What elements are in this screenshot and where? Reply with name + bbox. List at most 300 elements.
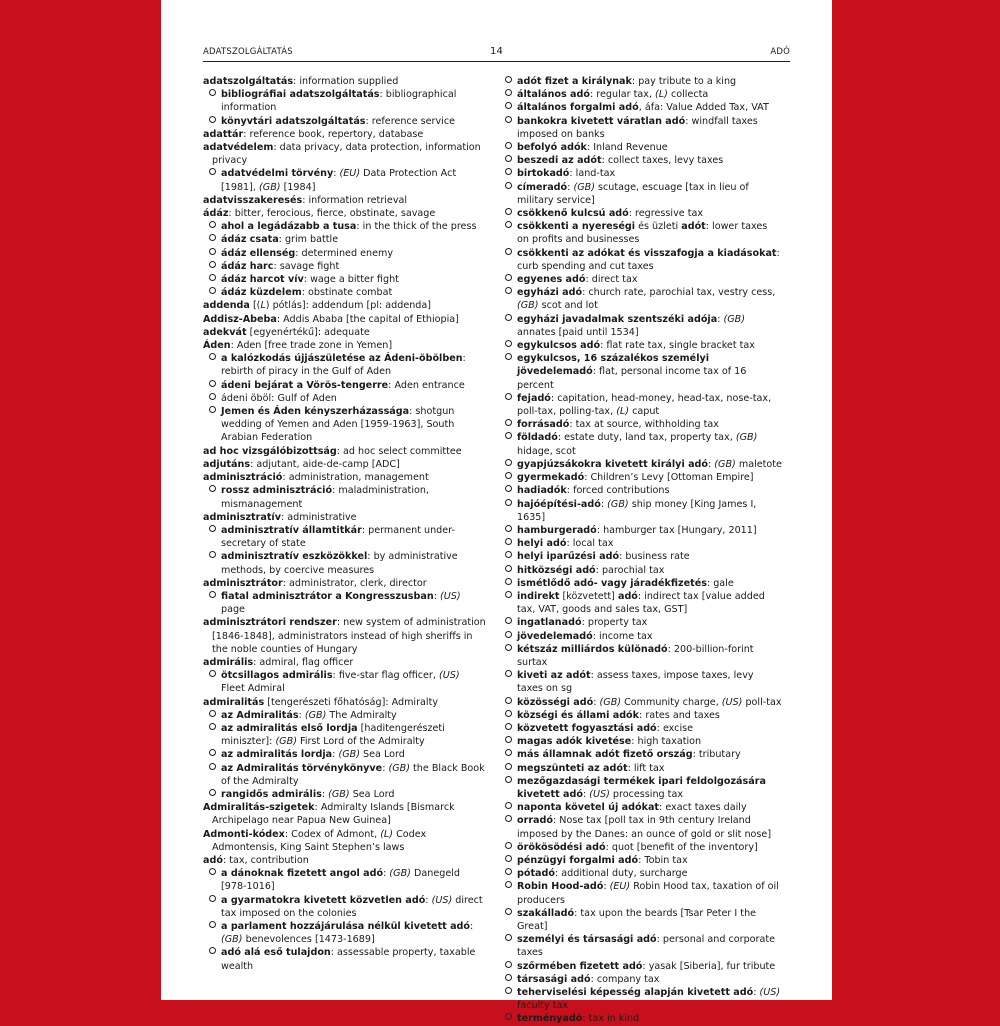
sub-entry (499, 643, 782, 669)
entry-term: közvetett fogyasztási adó (517, 722, 657, 734)
entry-term: teherviselési képesség alapján kivetett adó (517, 987, 754, 999)
right-column (499, 75, 782, 1026)
sub-entry (499, 960, 782, 973)
sub-entry (499, 167, 782, 180)
entry-term: adatvédelem (203, 142, 274, 154)
entry-text: : indirect tax [value added tax, VAT, goods and sales tax, GST] (517, 590, 765, 616)
bullet-circle-icon (209, 895, 216, 902)
sub-entry (499, 854, 782, 867)
sub-entry (499, 339, 782, 352)
entry-text: [haditengerészeti miniszter]: (221, 722, 445, 748)
usage-label: (GB) (723, 313, 745, 325)
entry-term: hamburgeradó (517, 524, 597, 536)
usage-label: L (260, 300, 266, 312)
bullet-circle-icon (505, 340, 512, 347)
left-column (203, 75, 486, 973)
entry-term: Admonti-kódex (203, 828, 285, 840)
entry-term: pénzügyi forgalmi adó (517, 854, 639, 866)
entry-term: csökkenti az adókat és visszafogja a kiadásokat (517, 247, 777, 259)
sub-entry (499, 696, 782, 709)
bullet-circle-icon (505, 881, 512, 888)
usage-label: (L) (655, 89, 668, 101)
entry-term: ingatlanadó (517, 617, 582, 629)
entry-text: scutage, escuage [tax in lieu of military service] (517, 181, 749, 206)
headword-entry (203, 313, 486, 326)
bullet-circle-icon (505, 432, 512, 439)
entry-text: [( (249, 300, 261, 312)
sub-entry (203, 220, 486, 233)
sub-entry (499, 273, 782, 286)
entry-text: : windfall taxes imposed on banks (517, 115, 758, 140)
usage-label: (US) (439, 590, 461, 602)
bullet-circle-icon (505, 102, 512, 109)
usage-label: (EU) (339, 168, 361, 180)
entry-text: : five-star flag officer, (332, 670, 439, 682)
bullet-circle-icon (209, 921, 216, 928)
sub-entry (499, 392, 782, 418)
sub-entry (499, 352, 782, 392)
entry-term: kétszáz milliárdos különadó (517, 643, 668, 655)
sub-entry (499, 775, 782, 801)
usage-label: (EU) (609, 881, 631, 893)
usage-label: (L) (616, 406, 630, 418)
entry-text: ádeni öböl: Gulf of Aden (221, 392, 337, 404)
bullet-circle-icon (505, 815, 512, 822)
entry-text: : (567, 181, 574, 193)
sub-entry (499, 735, 782, 748)
entry-term: adó (203, 854, 223, 866)
entry-text: hidage, scot (517, 445, 576, 457)
entry-text: Robin Hood tax, taxation of oil producers (517, 881, 779, 906)
entry-text: : adjutant, aide-de-camp [ADC] (250, 458, 400, 470)
bullet-circle-icon (209, 710, 216, 717)
bullet-circle-icon (209, 261, 216, 268)
entry-text: : (333, 168, 340, 180)
sub-entry (499, 471, 782, 484)
entry-term: az admiralitás első lordja (221, 722, 358, 734)
bullet-circle-icon (505, 538, 512, 545)
entry-text: ship money [King James I, 1635] (517, 498, 757, 523)
bullet-circle-icon (505, 763, 512, 770)
entry-term: adminisztráció (203, 472, 283, 484)
sub-entry (203, 247, 486, 260)
usage-label: (GB) (328, 788, 350, 800)
entry-text: : 200-billion-forint surtax (517, 643, 754, 668)
bullet-circle-icon (209, 393, 216, 400)
entry-term: adminisztratív eszközökkel (221, 551, 368, 563)
entry-text: : Tobin tax (638, 854, 688, 866)
entry-term: rangidős admirális (221, 788, 322, 800)
entry-text: [egyenértékű]: adequate (246, 326, 370, 338)
entry-text: Fleet Admiral (221, 683, 285, 695)
entry-text: benevolences [1473-1689] (242, 934, 375, 946)
bullet-circle-icon (505, 314, 512, 321)
running-head-right: ADÓ (770, 47, 790, 57)
bullet-circle-icon (505, 499, 512, 506)
entry-text: : Inland Revenue (586, 142, 668, 154)
sub-entry (499, 537, 782, 550)
entry-text: : additional duty, surcharge (554, 868, 688, 880)
usage-label: (US) (589, 788, 610, 800)
sub-entry (203, 709, 486, 722)
headword-entry (203, 458, 486, 471)
entry-term: közösségi adó (517, 696, 594, 708)
entry-text: : curb spending and cut taxes (517, 247, 780, 272)
entry-text: : yasak [Siberia], fur tribute (642, 960, 776, 972)
entry-term: naponta követel új adókat (517, 802, 660, 814)
usage-label: (GB) (573, 181, 595, 193)
headword-entry (203, 141, 486, 167)
entry-term: helyi iparűzési adó (517, 551, 620, 563)
entry-text: First Lord of the Admiralty (296, 736, 425, 748)
bullet-circle-icon (505, 168, 512, 175)
entry-text: poll-tax (742, 696, 782, 708)
entry-text: : permanent under-secretary of state (221, 524, 455, 550)
entry-text: : (593, 696, 600, 708)
entry-term: orradó (517, 815, 553, 827)
entry-text: The Admiralty (326, 709, 397, 721)
headword-entry (203, 577, 486, 590)
entry-term: adót fizet a királynak (517, 76, 632, 87)
headword-entry (203, 696, 486, 709)
sub-entry (499, 181, 782, 207)
entry-term: egyenes adó (517, 274, 586, 286)
sub-entry (203, 788, 486, 801)
headword-entry (203, 194, 486, 207)
entry-term: egyházi adó (517, 287, 583, 299)
headword-entry (203, 801, 486, 827)
sub-entry (499, 247, 782, 273)
entry-text: : Addis Ababa [the capital of Ethiopia] (276, 313, 459, 325)
entry-term: admirális (203, 656, 254, 668)
usage-label: (GB) (221, 934, 243, 946)
bullet-circle-icon (505, 182, 512, 189)
bullet-circle-icon (505, 393, 512, 400)
sub-entry (499, 841, 782, 854)
bullet-circle-icon (209, 248, 216, 255)
entry-term: birtokadó (517, 168, 570, 180)
bullet-circle-icon (209, 551, 216, 558)
entry-term: egyházi javadalmak szentszéki adója (517, 313, 718, 325)
bullet-circle-icon (209, 789, 216, 796)
sub-entry (203, 669, 486, 695)
entry-term: ismétlődő adó- vagy járadékfizetés (517, 577, 707, 589)
bullet-circle-icon (505, 1013, 512, 1020)
entry-term: adminisztratív államtitkár (221, 524, 362, 536)
headword-entry (203, 616, 486, 656)
entry-term: ötcsillagos admirális (221, 670, 333, 682)
bullet-circle-icon (505, 842, 512, 849)
entry-text: : collect taxes, levy taxes (601, 155, 724, 167)
entry-text: : property tax (581, 617, 648, 629)
entry-term: hadiadók (517, 485, 567, 497)
entry-text: [1984] (280, 181, 316, 193)
bullet-circle-icon (209, 353, 216, 360)
entry-term: beszedi az adót (517, 155, 602, 167)
bullet-circle-icon (505, 287, 512, 294)
bullet-circle-icon (505, 697, 512, 704)
sub-entry (203, 233, 486, 246)
sub-entry (203, 405, 486, 445)
entry-term: adminisztrátor (203, 577, 283, 589)
usage-label: (GB) (275, 736, 297, 748)
entry-text: Community charge, (621, 696, 722, 708)
bullet-circle-icon (505, 419, 512, 426)
sub-entry (203, 920, 486, 946)
entry-text: Danegeld [978-1016] (221, 868, 460, 893)
entry-term: mezőgazdasági termékek ipari feldolgozására kivetett adó (517, 775, 766, 800)
bullet-circle-icon (505, 723, 512, 730)
bullet-circle-icon (505, 116, 512, 123)
entry-text: Sea Lord (349, 788, 395, 800)
entry-term: társasági adó (517, 973, 591, 985)
entry-text: : (321, 788, 329, 800)
bullet-circle-icon (505, 908, 512, 915)
usage-label: (GB) (714, 458, 736, 470)
entry-text: : parochial tax (595, 564, 665, 576)
entry-text: : maladministration, mismanagement (221, 485, 429, 510)
entry-term: földadó (517, 432, 558, 444)
entry-term: adminisztratív (203, 511, 281, 523)
entry-text: : information supplied (293, 76, 399, 87)
entry-term: személyi és társasági adó (517, 934, 657, 946)
sub-entry (499, 498, 782, 524)
entry-text: : Codex of Admont, (284, 828, 381, 840)
entry-text: ) pótlás]: addendum [pl: addenda] (265, 300, 432, 312)
bullet-circle-icon (505, 749, 512, 756)
entry-term: az Admiralitás (221, 709, 299, 721)
sub-entry (499, 564, 782, 577)
sub-entry (203, 167, 486, 193)
entry-text: : (383, 868, 390, 880)
entry-text: : (600, 498, 608, 510)
entry-text: : reference service (365, 115, 456, 127)
sub-entry (499, 524, 782, 537)
entry-text: : tax at source, withholding tax (569, 419, 719, 431)
entry-term: bankokra kivetett váratlan adó (517, 115, 686, 127)
bullet-circle-icon (209, 591, 216, 598)
bullet-circle-icon (505, 855, 512, 862)
entry-text: : lower taxes on profits and businesses (517, 221, 768, 246)
bullet-circle-icon (209, 525, 216, 532)
entry-term: magas adók kivetése (517, 736, 632, 748)
entry-text: the Black Book of the Admiralty (221, 762, 485, 787)
sub-entry (499, 748, 782, 761)
bullet-circle-icon (505, 631, 512, 638)
entry-text: : information retrieval (302, 194, 408, 206)
entry-term: a gyarmatokra kivetett közvetlen adó (221, 894, 426, 906)
usage-label: (US) (721, 696, 743, 708)
entry-text: : admiral, flag officer (253, 656, 354, 668)
bullet-circle-icon (505, 987, 512, 994)
usage-label: (GB) (259, 181, 281, 193)
entry-text: : local tax (566, 538, 614, 550)
entry-term: megszünteti az adót (517, 762, 628, 774)
entry-text: : tax, contribution (222, 854, 309, 866)
entry-text: : (717, 313, 724, 325)
bullet-circle-icon (505, 485, 512, 492)
sub-entry (499, 1012, 782, 1025)
entry-text: : pay tribute to a king (631, 76, 737, 87)
entry-text: : (603, 881, 610, 893)
headword-entry (203, 445, 486, 458)
sub-entry (499, 669, 782, 695)
entry-text: : land-tax (569, 168, 616, 180)
entry-term: admiralitás (203, 696, 265, 708)
sub-entry (203, 273, 486, 286)
entry-term: Addisz-Abeba (203, 313, 277, 325)
entry-text: : regular tax, (590, 89, 656, 101)
entry-text: : hamburger tax [Hungary, 2011] (596, 524, 757, 536)
headword-entry (203, 326, 486, 339)
bullet-circle-icon (505, 551, 512, 558)
entry-text: : savage fight (273, 260, 340, 272)
entry-text: : in the thick of the press (356, 221, 477, 233)
entry-term: helyi adó (517, 538, 567, 550)
usage-label: (GB) (338, 749, 360, 761)
bullet-circle-icon (209, 868, 216, 875)
entry-text: Sea Lord (359, 749, 405, 761)
entry-text: : capitation, head-money, head-tax, nose-tax, poll-tax, polling-tax, (517, 392, 772, 418)
entry-text: direct tax imposed on the colonies (221, 894, 483, 919)
entry-term: befolyó adók (517, 142, 587, 154)
entry-text: : church rate, parochial tax, vestry cess, (582, 287, 776, 299)
entry-term: a parlament hozzájárulása nélkül kivetett adó (221, 921, 471, 932)
entry-term: gyapjúzsákokra kivetett királyi adó (517, 458, 708, 470)
entry-text: : company tax (590, 973, 660, 985)
usage-label: (US) (759, 987, 781, 999)
entry-text: : estate duty, land tax, property tax, (557, 432, 736, 444)
bullet-circle-icon (505, 736, 512, 743)
entry-text: : excise (656, 722, 694, 734)
usage-label: (GB) (599, 696, 622, 708)
headword-entry (203, 854, 486, 867)
entry-term: az Admiralitás törvénykönyve (221, 762, 383, 774)
entry-term: adó (617, 590, 638, 602)
entry-term: addenda (203, 300, 250, 312)
usage-label: (GB) (735, 432, 758, 444)
entry-text: : (332, 749, 339, 761)
bullet-circle-icon (209, 749, 216, 756)
entry-text: [közvetett] (559, 590, 618, 602)
entry-term: kiveti az adót (517, 670, 591, 682)
bullet-circle-icon (505, 155, 512, 162)
entry-text: : administrative (280, 511, 357, 523)
bullet-circle-icon (505, 353, 512, 360)
entry-text: : administrator, clerk, director (282, 577, 427, 589)
bullet-circle-icon (505, 710, 512, 717)
sub-entry (203, 550, 486, 576)
entry-term: adatvisszakeresés (203, 194, 303, 206)
headword-entry (203, 128, 486, 141)
bullet-circle-icon (505, 208, 512, 215)
entry-text: faculty tax (517, 1000, 569, 1012)
sub-entry (499, 75, 782, 88)
entry-text: : (298, 709, 305, 721)
bullet-circle-icon (505, 617, 512, 624)
headword-entry (203, 299, 486, 312)
entry-text: : tax in kind (582, 1013, 640, 1025)
entry-text: : Children’s Levy [Ottoman Empire] (584, 472, 754, 484)
sub-entry (499, 141, 782, 154)
sub-entry (203, 88, 486, 114)
entry-term: adattár (203, 128, 244, 140)
entry-term: általános adó (517, 89, 590, 101)
sub-entry (203, 867, 486, 893)
usage-label: (L) (380, 828, 394, 840)
entry-term: terményadó (517, 1013, 583, 1025)
entry-text: : tax upon the beards [Tsar Peter I the Great] (517, 907, 757, 932)
entry-term: ádáz ellenség (221, 247, 296, 259)
usage-label: (GB) (388, 762, 410, 774)
bullet-circle-icon (209, 723, 216, 730)
bullet-circle-icon (209, 234, 216, 241)
sub-entry (499, 220, 782, 246)
entry-term: ádáz harcot vív (221, 274, 304, 286)
entry-text: : obstinate combat (301, 287, 393, 299)
entry-text: : assess taxes, impose taxes, levy taxes on sg (517, 670, 754, 695)
entry-text: : gale (706, 577, 734, 589)
entry-term: gyermekadó (517, 472, 585, 484)
entry-text: : shotgun wedding of Yemen and Aden [1959-1963], South Arabian Federation (221, 406, 455, 444)
bullet-circle-icon (505, 472, 512, 479)
entry-term: Robin Hood-adó (517, 881, 604, 893)
entry-text: : bitter, ferocious, fierce, obstinate, savage (228, 208, 436, 220)
sub-entry (499, 590, 782, 616)
entry-term: ádeni bejárat a Vörös-tengerre (221, 379, 389, 391)
entry-text: : data privacy, data protection, information privacy (212, 142, 481, 167)
entry-text: page (221, 604, 245, 616)
entry-text: : Nose tax [poll tax in 9th century Ireland imposed by the Danes: an ounce of gold or slit nose] (517, 815, 772, 840)
bullet-circle-icon (505, 670, 512, 677)
bullet-circle-icon (505, 248, 512, 255)
sub-entry (203, 762, 486, 788)
sub-entry (499, 101, 782, 114)
entry-text: : (382, 762, 389, 774)
sub-entry (499, 286, 782, 312)
entry-text: : by administrative methods, by coercive measures (221, 551, 458, 576)
entry-text: : (708, 458, 715, 470)
headword-entry (203, 511, 486, 524)
sub-entry (203, 894, 486, 920)
entry-text: : wage a bitter fight (303, 274, 399, 286)
entry-term: adekvát (203, 326, 247, 338)
entry-text: [tengerészeti főhatóság]: Admiralty (264, 696, 439, 708)
bullet-circle-icon (209, 274, 216, 281)
sub-entry (499, 630, 782, 643)
entry-term: egykulcsos adó (517, 340, 601, 352)
headword-entry (203, 828, 486, 854)
entry-term: csökkenti a nyereségi (517, 221, 636, 233)
entry-term: Áden (203, 340, 231, 352)
bullet-circle-icon (505, 89, 512, 96)
sub-entry (499, 722, 782, 735)
usage-label: (GB) (304, 709, 327, 721)
entry-text: : rebirth of piracy in the Gulf of Aden (221, 353, 466, 378)
bullet-circle-icon (505, 221, 512, 228)
entry-term: fiatal adminisztrátor a Kongresszusban (221, 590, 434, 602)
bullet-circle-icon (209, 670, 216, 677)
sub-entry (499, 801, 782, 814)
bullet-circle-icon (209, 763, 216, 770)
sub-entry (499, 154, 782, 167)
entry-term: ahol a legádázabb a tusa (221, 221, 357, 233)
entry-text: : forced contributions (566, 485, 670, 497)
entry-text: : tributary (692, 749, 741, 761)
entry-term: adjutáns (203, 458, 251, 470)
entry-term: hitközségi adó (517, 564, 596, 576)
bullet-circle-icon (505, 868, 512, 875)
